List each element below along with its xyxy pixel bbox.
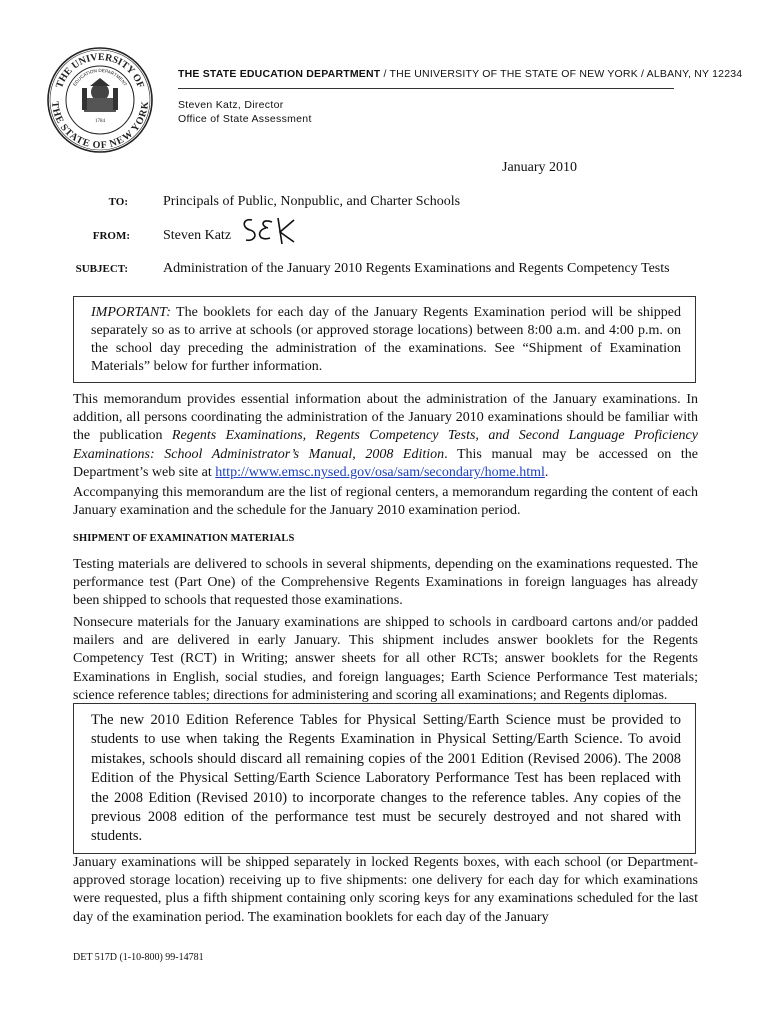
important-notice-box <box>73 296 696 383</box>
manual-link[interactable]: http://www.emsc.nysed.gov/osa/sam/secondary/home.html <box>215 464 545 480</box>
intro-text-end: . <box>544 464 549 480</box>
footer-code: DET 517D (1-10-800) 99-14781 <box>73 952 204 963</box>
subject-value: Administration of the January 2010 Regents Examinations and Regents Competency Tests <box>163 261 670 276</box>
seal-inner-text: EDUCATION DEPARTMENT <box>72 67 128 87</box>
intro-text-a: This memorandum provides essential information about the administration of the January examinations. In addition, all persons coordinating the administration of the January 2010 examinations should be familiar with the publication <box>73 392 698 444</box>
signature-initials <box>238 212 298 252</box>
intro-paragraph-2: Accompanying this memorandum are the list of regional centers, a memorandum regarding the content of each January examination and the schedule for the January 2010 examination period. <box>73 485 698 519</box>
shipment-paragraph-3: January examinations will be shipped separately in locked Regents boxes, with each school (or Department-approved storage location) receiving up to five shipments: one delivery for each day for which examinations were requested, plus a fifth shipment containing only scoring keys for any examinations scheduled for the last day of the examination period. The examination booklets for each day of the January <box>73 855 698 925</box>
intro-text-b: . This manual may be accessed on the Department’s web site at <box>73 446 698 480</box>
seal-ring-bottom-text: THE STATE OF NEW YORK <box>48 100 152 152</box>
manual-title: Regents Examinations, Regents Competency Tests, and Second Language Proficiency Examinations: School Administrator’s Manual, 2008 Edition <box>73 428 698 462</box>
important-lead: IMPORTANT: <box>91 305 171 320</box>
letterhead-address: / THE UNIVERSITY OF THE STATE OF NEW YORK / ALBANY, NY 12234 <box>380 68 743 80</box>
shipment-heading: SHIPMENT OF EXAMINATION MATERIALS <box>73 533 295 544</box>
letterhead-department: THE STATE EDUCATION DEPARTMENT <box>178 68 381 80</box>
to-label: TO: <box>108 196 128 208</box>
shipment-paragraph-1: Testing materials are delivered to schools in several shipments, depending on the examinations requested. The performance test (Part One) of the Comprehensive Regents Examinations in foreign languages has already been shipped to schools that requested those examinations. <box>73 557 698 609</box>
official-block <box>178 98 312 126</box>
memo-date: January 2010 <box>502 160 578 175</box>
reference-tables-box: The new 2010 Edition Reference Tables for Physical Setting/Earth Science must be provided to students to use when taking the Regents Examination in Physical Setting/Earth Science. To avoid mistakes, schools should discard all remaining copies of the 2001 Edition (Revised 2006). The 2008 Edition of the Physical Setting/Earth Science Laboratory Performance Test has been replaced with the 2008 Edition (Revised 2010) to incorporate changes to the reference tables. Any copies of the previous 2008 edition of the performance test must be securely destroyed and not shared with students. <box>73 703 696 854</box>
important-text: The booklets for each day of the January Regents Examination period will be shipped separately so as to arrive at schools (or approved storage locations) between 8:00 a.m. and 4:00 p.m. on the school day preceding the administration of the examinations. See “Shipment of Examination Materials” below for further information. <box>91 305 681 374</box>
letterhead <box>178 68 743 80</box>
to-value: Principals of Public, Nonpublic, and Charter Schools <box>163 194 461 209</box>
official-name: Steven Katz, Director <box>178 99 284 111</box>
shipment-paragraph-2: Nonsecure materials for the January examinations are shipped to schools in cardboard cartons and/or padded mailers and are delivered in early January. This shipment includes answer booklets for the Regents Competency Test (RCT) in Writing; answer sheets for all other RCTs; answer booklets for the Regents Examinations in English, social studies, and foreign languages; Earth Science Performance Test materials; science reference tables; directions for administering and scoring all examinations; and Regents diplomas. <box>73 615 698 703</box>
official-office: Office of State Assessment <box>178 113 312 125</box>
seal-year: 1784 <box>95 119 105 124</box>
from-label: FROM: <box>92 230 130 242</box>
intro-paragraph-1 <box>73 391 698 482</box>
letterhead-rule <box>178 88 674 89</box>
subject-label: SUBJECT: <box>75 263 128 275</box>
from-value: Steven Katz <box>163 228 232 243</box>
university-seal <box>46 46 154 154</box>
seal-ring-top-text: THE UNIVERSITY OF <box>54 51 146 90</box>
